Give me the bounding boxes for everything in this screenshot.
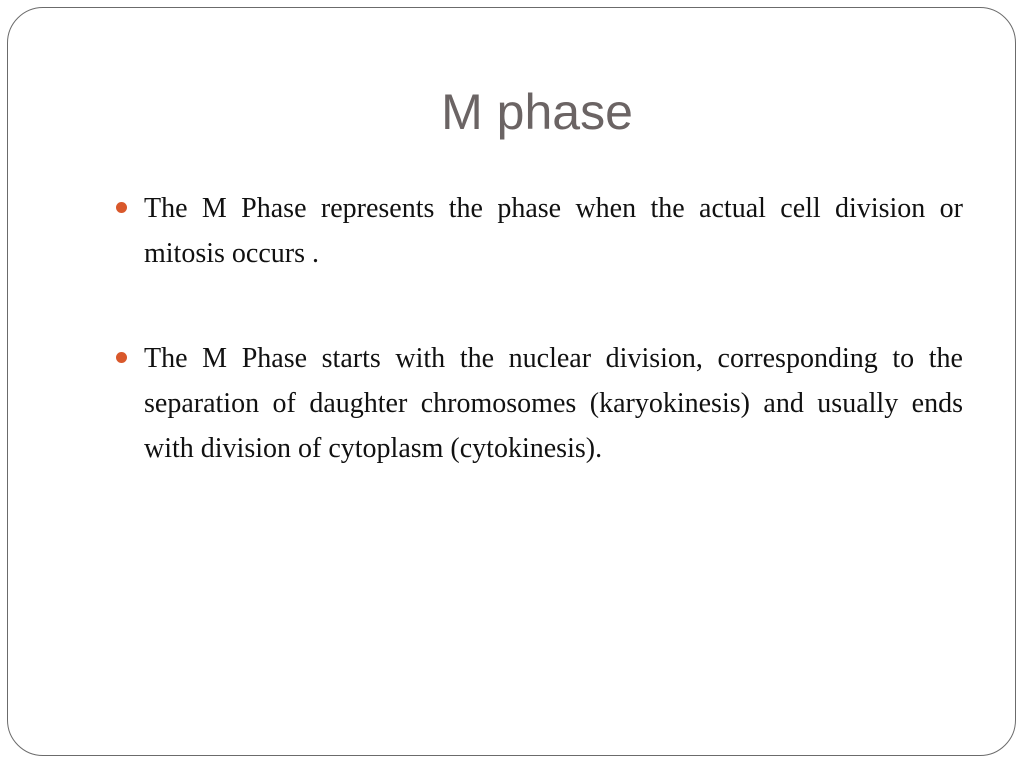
- slide-title: M phase: [441, 84, 633, 140]
- bullet-list: [144, 186, 963, 531]
- bullet-dot-icon: [116, 202, 127, 213]
- bullet-item: [144, 186, 963, 276]
- bullet-text: The M Phase represents the phase when the actual cell division or mitosis occurs .: [144, 193, 963, 269]
- bullet-item: [144, 336, 963, 471]
- bullet-dot-icon: [116, 352, 127, 363]
- bullet-text: The M Phase starts with the nuclear division, corresponding to the separation of daughter chromosomes (karyokinesis) and usually ends with division of cytoplasm (cytokinesis).: [144, 343, 963, 464]
